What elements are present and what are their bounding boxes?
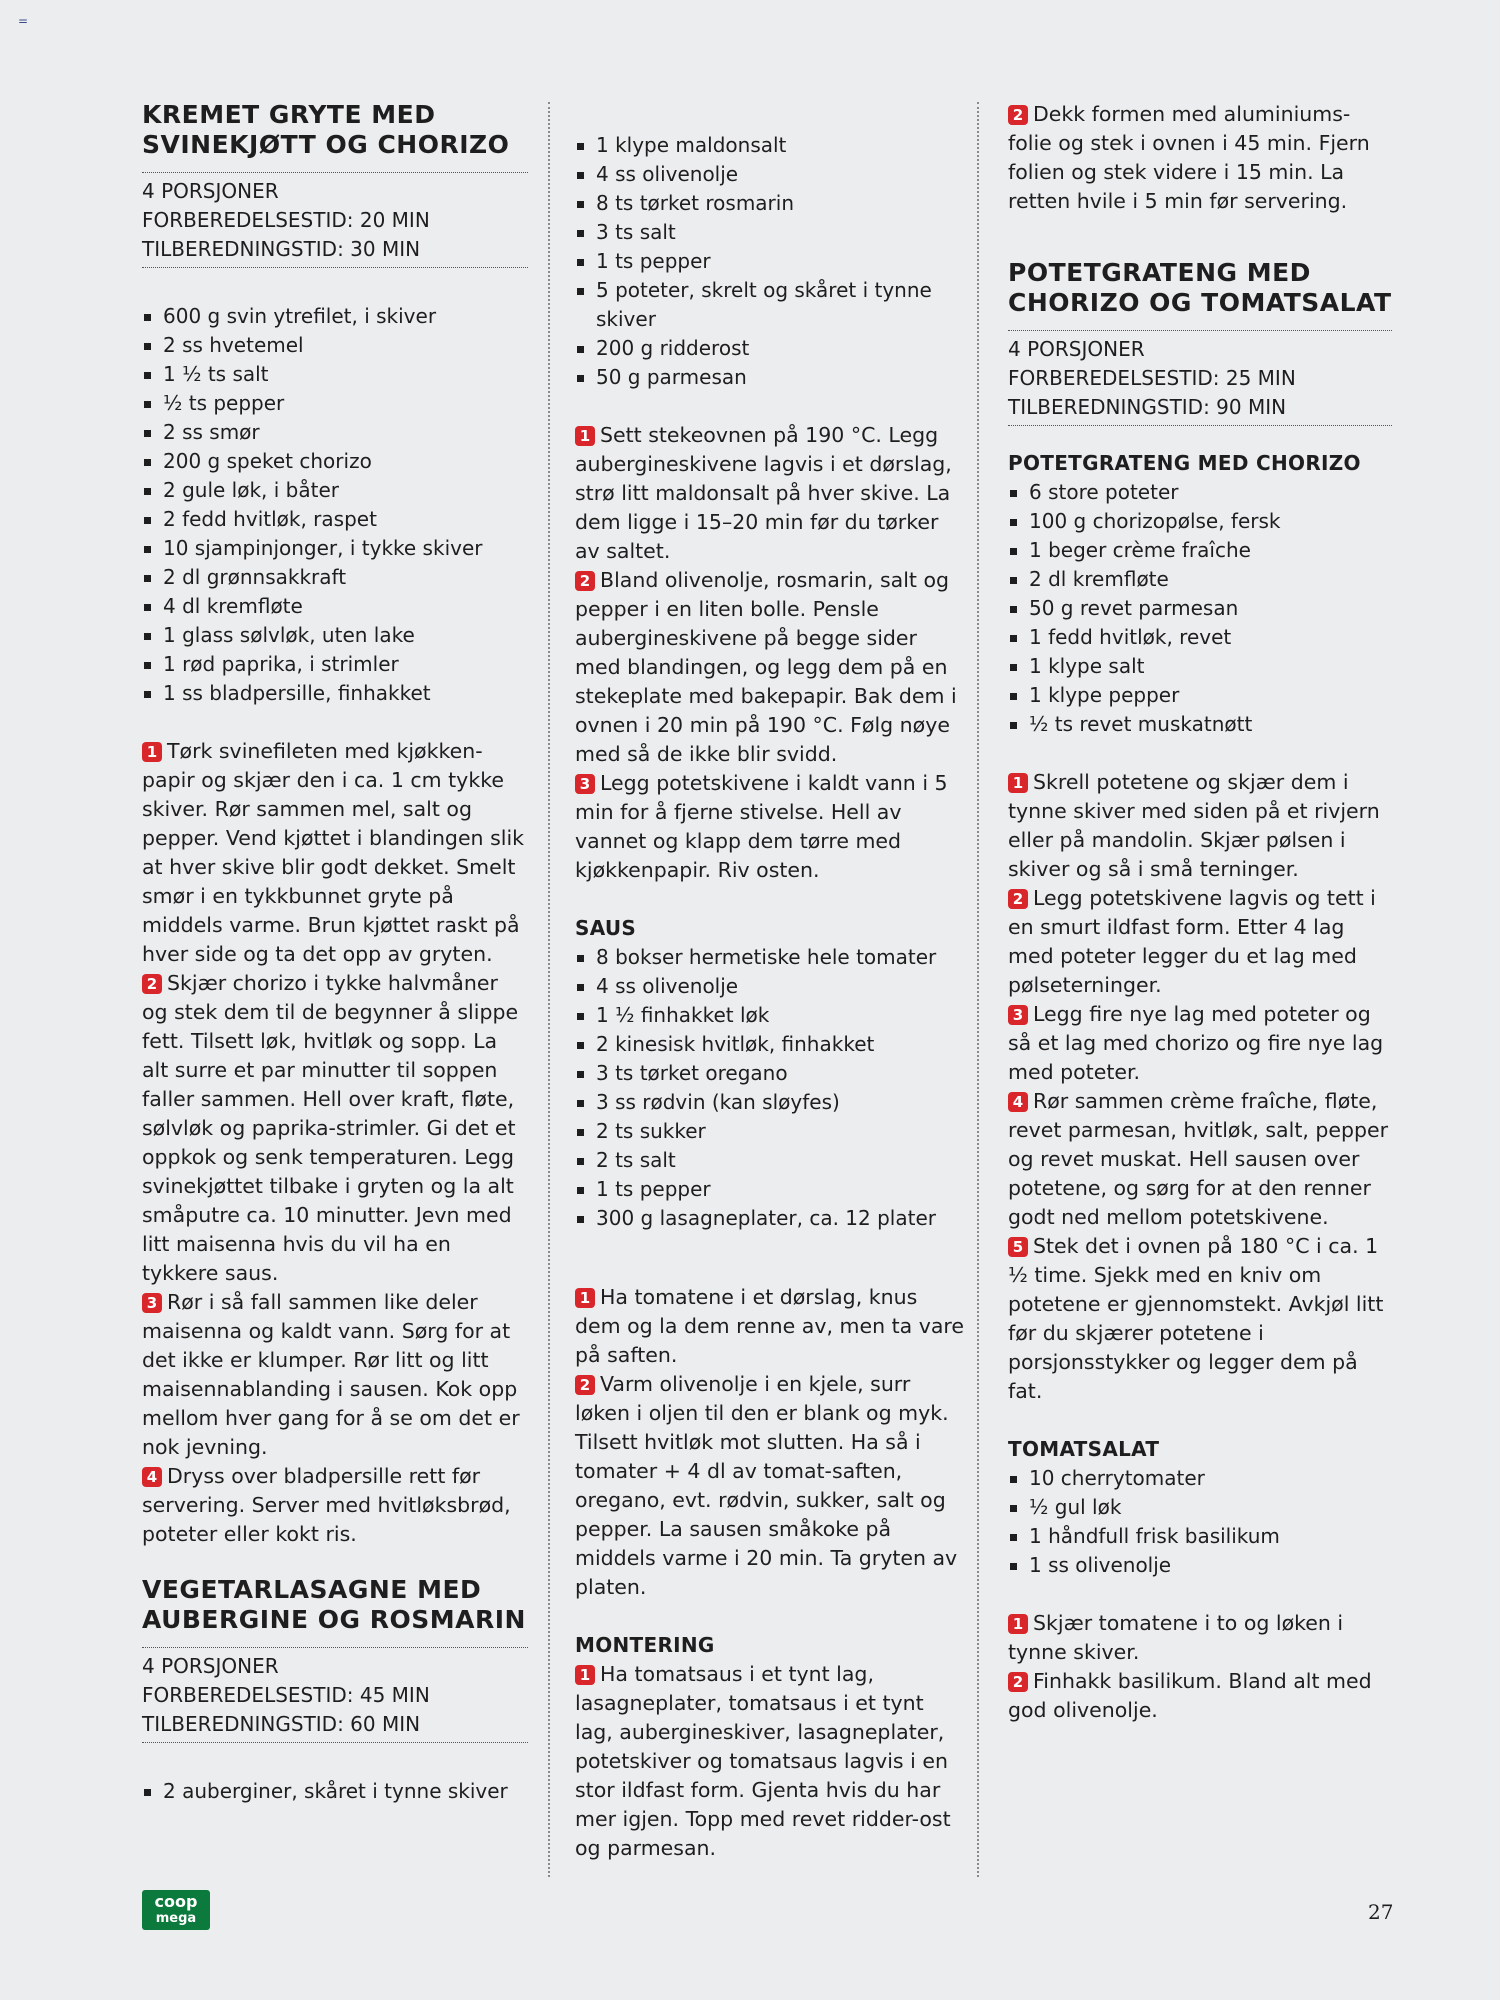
servings: 4 PORSJONER: [142, 1654, 279, 1678]
step-text: Skjær tomatene i to og løken i tynne skiver.: [1008, 1611, 1344, 1664]
step-text: Tørk svinefileten med kjøkken-papir og skjær den i ca. 1 cm tykke skiver. Rør sammen mel, salt og pepper. Vend kjøttet i blandingen slik at hver skive blir godt dekket. Smelt smør i en tykkbunnet gryte på middels varme. Brun kjøttet raskt på hver side og ta det opp av gryten.: [142, 739, 525, 966]
ingredient-item: 200 g ridderost: [575, 334, 967, 363]
servings: 4 PORSJONER: [1008, 337, 1145, 361]
instruction-step: [1008, 1667, 1392, 1725]
ingredient-item: ½ ts revet muskatnøtt: [1008, 710, 1392, 739]
instruction-step: [575, 1283, 967, 1370]
step-number-badge: 4: [142, 1467, 162, 1487]
ingredient-item: 1 håndfull frisk basilikum: [1008, 1522, 1392, 1551]
step-number-badge: 1: [575, 1665, 595, 1685]
ingredient-item: 10 sjampinjonger, i tykke skiver: [142, 534, 528, 563]
sauce-step-list: [575, 1283, 967, 1602]
logo-line-2: mega: [155, 1911, 197, 1926]
ingredient-item: 5 poteter, skrelt og skåret i tynne skiver: [575, 276, 967, 334]
column-divider: [977, 102, 979, 1877]
ingredient-item: 1 beger crème fraîche: [1008, 536, 1392, 565]
step-text: Rør sammen crème fraîche, fløte, revet parmesan, hvitløk, salt, pepper og revet muskat. Hell sausen over potetene, og sørg for at den renner godt ned mellom potetskivene.: [1008, 1089, 1389, 1229]
instruction-step: [1008, 768, 1392, 884]
step-number-badge: 2: [575, 571, 595, 591]
ingredient-item: 1 ½ ts salt: [142, 360, 528, 389]
prep-time: FORBEREDELSESTID: 20 MIN: [142, 208, 430, 232]
step-number-badge: 4: [1008, 1092, 1028, 1112]
step-list: [142, 737, 528, 1549]
instruction-step: [575, 1660, 967, 1863]
step-text: Finhakk basilikum. Bland alt med god olivenolje.: [1008, 1669, 1372, 1722]
step-text: Bland olivenolje, rosmarin, salt og pepper i en liten bolle. Pensle aubergineskivene på begge sider med blandingen, og legg dem på en stekeplate med bakepapir. Bak dem i ovnen i 20 min på 190 °C. Følg nøye med så de ikke blir svidd.: [575, 568, 957, 766]
step-number-badge: 3: [575, 774, 595, 794]
instruction-step: [142, 737, 528, 969]
salad-heading: TOMATSALAT: [1008, 1437, 1160, 1461]
recipe-meta: [142, 172, 528, 268]
step-number-badge: 2: [1008, 1672, 1028, 1692]
recipe-potato-gratin: [1008, 258, 1392, 1725]
ingredient-item: 300 g lasagneplater, ca. 12 plater: [575, 1204, 967, 1233]
gratin-step-list: [1008, 768, 1392, 1406]
ingredient-item: 3 ss rødvin (kan sløyfes): [575, 1088, 967, 1117]
instruction-step: [1008, 1000, 1392, 1087]
ingredient-item: 1 klype salt: [1008, 652, 1392, 681]
ingredient-item: 50 g revet parmesan: [1008, 594, 1392, 623]
step-number-badge: 1: [575, 426, 595, 446]
instruction-step: [575, 769, 967, 885]
step-text: Legg potetskivene lagvis og tett i en smurt ildfast form. Etter 4 lag med poteter legger du et lag med pølseterninger.: [1008, 886, 1376, 997]
gratin-ingredient-list: [1008, 478, 1392, 739]
ingredient-item: 1 fedd hvitløk, revet: [1008, 623, 1392, 652]
ingredient-item: 1 ½ finhakket løk: [575, 1001, 967, 1030]
step-number-badge: 3: [1008, 1005, 1028, 1025]
ingredient-item: 200 g speket chorizo: [142, 447, 528, 476]
recipe-title: POTETGRATENG MED CHORIZO OG TOMATSALAT: [1008, 258, 1392, 317]
step-text: Skjær chorizo i tykke halvmåner og stek dem til de begynner å slippe fett. Tilsett løk, hvitløk og sopp. La alt surre et par minutter til soppen faller sammen. Hell over kraft, fløte, sølvløk og paprika-strimler. Gi det et oppkok og senk temperaturen. Legg svinekjøttet tilbake i gryten og la alt småputre ca. 10 minutter. Jevn med litt maisenna hvis du vil ha en tykkere saus.: [142, 971, 519, 1285]
step-text: Skrell potetene og skjær dem i tynne skiver med siden på et rivjern eller på mandolin. Skjær pølsen i skiver og så i små terninger.: [1008, 770, 1380, 881]
ingredient-item: 4 ss olivenolje: [575, 160, 967, 189]
column-3: [1008, 100, 1392, 1725]
ingredient-list: [142, 302, 528, 708]
step-text: Ha tomatene i et dørslag, knus dem og la dem renne av, men ta vare på saften.: [575, 1285, 964, 1367]
prep-time: FORBEREDELSESTID: 25 MIN: [1008, 366, 1296, 390]
recipe-vegetarian-lasagna: [142, 1575, 528, 1806]
step-text: Rør i så fall sammen like deler maisenna og kaldt vann. Sørg for at det ikke er klumper. Rør litt og litt maisennablanding i sausen. Kok opp mellom hver gang for å se om det er nok jevning.: [142, 1290, 520, 1459]
assembly-step-list-continued: [1008, 100, 1392, 216]
ingredient-item: 2 ss smør: [142, 418, 528, 447]
step-text: Legg fire nye lag med poteter og så et lag med chorizo og fire nye lag med poteter.: [1008, 1002, 1384, 1084]
recipe-title: KREMET GRYTE MED SVINEKJØTT OG CHORIZO: [142, 100, 510, 159]
ingredient-list: [142, 1777, 528, 1806]
ingredient-item: 2 gule løk, i båter: [142, 476, 528, 505]
ingredient-item: 1 glass sølvløk, uten lake: [142, 621, 528, 650]
ingredient-item: 10 cherrytomater: [1008, 1464, 1392, 1493]
ingredient-item: 4 ss olivenolje: [575, 972, 967, 1001]
ingredient-item: 2 dl grønnsakkraft: [142, 563, 528, 592]
step-number-badge: 2: [575, 1375, 595, 1395]
instruction-step: [1008, 100, 1392, 216]
ingredient-item: 2 fedd hvitløk, raspet: [142, 505, 528, 534]
ingredient-item: 1 ts pepper: [575, 1175, 967, 1204]
instruction-step: [142, 969, 528, 1288]
logo-line-1: coop: [154, 1892, 198, 1911]
ingredient-list-continued: [575, 131, 967, 392]
step-number-badge: 1: [1008, 1614, 1028, 1634]
ingredient-item: 1 klype maldonsalt: [575, 131, 967, 160]
column-2: [575, 131, 967, 1863]
step-text: Dryss over bladpersille rett før servering. Server med hvitløksbrød, poteter eller kokt ris.: [142, 1464, 511, 1546]
ingredient-item: 2 dl kremfløte: [1008, 565, 1392, 594]
ingredient-item: ½ gul løk: [1008, 1493, 1392, 1522]
ingredient-item: ½ ts pepper: [142, 389, 528, 418]
instruction-step: [142, 1462, 528, 1549]
ingredient-item: 3 ts salt: [575, 218, 967, 247]
step-text: Varm olivenolje i en kjele, surr løken i oljen til den er blank og myk. Tilsett hvitløk mot slutten. Ha så i tomater + 4 dl av tomat-saften, oregano, evt. rødvin, sukker, salt og pepper. La sausen småkoke på middels varme i 20 min. Ta gryten av platen.: [575, 1372, 958, 1599]
instruction-step: [575, 566, 967, 769]
cook-time: TILBEREDNINGSTID: 90 MIN: [1008, 395, 1287, 419]
step-number-badge: 1: [142, 742, 162, 762]
ingredient-item: 6 store poteter: [1008, 478, 1392, 507]
recipe-pork-stew: [142, 100, 528, 1549]
step-text: Dekk formen med aluminiums-folie og stek i ovnen i 45 min. Fjern folien og stek videre i 15 min. La retten hvile i 5 min før servering.: [1008, 102, 1370, 213]
step-number-badge: 1: [1008, 773, 1028, 793]
gratin-heading: POTETGRATENG MED CHORIZO: [1008, 451, 1361, 475]
cook-time: TILBEREDNINGSTID: 60 MIN: [142, 1712, 421, 1736]
step-number-badge: 2: [1008, 105, 1028, 125]
servings: 4 PORSJONER: [142, 179, 279, 203]
prep-time: FORBEREDELSESTID: 45 MIN: [142, 1683, 430, 1707]
step-text: Stek det i ovnen på 180 °C i ca. 1 ½ time. Sjekk med en kniv om potetene er gjennomstekt. Avkjøl litt før du skjærer potetene i porsjonsstykker og legger dem på fat.: [1008, 1234, 1384, 1403]
ingredient-item: 2 ts sukker: [575, 1117, 967, 1146]
salad-ingredient-list: [1008, 1464, 1392, 1580]
page-corner-mark: =: [18, 14, 29, 28]
ingredient-item: 100 g chorizopølse, fersk: [1008, 507, 1392, 536]
assembly-step-list: [575, 1660, 967, 1863]
ingredient-item: 1 ts pepper: [575, 247, 967, 276]
instruction-step: [142, 1288, 528, 1462]
recipe-title: VEGETARLASAGNE MED AUBERGINE OG ROSMARIN: [142, 1575, 526, 1634]
step-number-badge: 1: [575, 1288, 595, 1308]
assembly-heading: MONTERING: [575, 1633, 715, 1657]
salad-step-list: [1008, 1609, 1392, 1725]
step-text: Legg potetskivene i kaldt vann i 5 min for å fjerne stivelse. Hell av vannet og klapp dem tørre med kjøkkenpapir. Riv osten.: [575, 771, 948, 882]
ingredient-item: 2 auberginer, skåret i tynne skiver: [142, 1777, 528, 1806]
ingredient-item: 1 ss olivenolje: [1008, 1551, 1392, 1580]
ingredient-item: 3 ts tørket oregano: [575, 1059, 967, 1088]
column-1: [142, 100, 528, 1806]
sauce-heading: SAUS: [575, 916, 637, 940]
step-number-badge: 2: [1008, 889, 1028, 909]
instruction-step: [1008, 1232, 1392, 1406]
ingredient-item: 600 g svin ytrefilet, i skiver: [142, 302, 528, 331]
instruction-step: [575, 1370, 967, 1602]
step-list: [575, 421, 967, 885]
coop-mega-logo: [142, 1890, 210, 1930]
instruction-step: [1008, 884, 1392, 1000]
step-number-badge: 3: [142, 1293, 162, 1313]
cook-time: TILBEREDNINGSTID: 30 MIN: [142, 237, 421, 261]
recipe-meta: [1008, 330, 1392, 426]
column-divider: [548, 102, 550, 1877]
step-text: Ha tomatsaus i et tynt lag, lasagneplater, tomatsaus i et tynt lag, aubergineskiver, lasagneplater, potetskiver og tomatsaus lagvis i en stor ildfast form. Gjenta hvis du har mer igjen. Topp med revet ridder-ost og parmesan.: [575, 1662, 951, 1860]
ingredient-item: 2 kinesisk hvitløk, finhakket: [575, 1030, 967, 1059]
step-number-badge: 5: [1008, 1237, 1028, 1257]
instruction-step: [1008, 1087, 1392, 1232]
ingredient-item: 1 rød paprika, i strimler: [142, 650, 528, 679]
ingredient-item: 2 ss hvetemel: [142, 331, 528, 360]
sauce-ingredient-list: [575, 943, 967, 1233]
ingredient-item: 2 ts salt: [575, 1146, 967, 1175]
instruction-step: [1008, 1609, 1392, 1667]
ingredient-item: 8 bokser hermetiske hele tomater: [575, 943, 967, 972]
ingredient-item: 1 klype pepper: [1008, 681, 1392, 710]
ingredient-item: 4 dl kremfløte: [142, 592, 528, 621]
step-number-badge: 2: [142, 974, 162, 994]
ingredient-item: 50 g parmesan: [575, 363, 967, 392]
ingredient-item: 8 ts tørket rosmarin: [575, 189, 967, 218]
step-text: Sett stekeovnen på 190 °C. Legg aubergineskivene lagvis i et dørslag, strø litt maldonsalt på hver skive. La dem ligge i 15–20 min før du tørker av saltet.: [575, 423, 952, 563]
page-number: 27: [1368, 1900, 1394, 1924]
instruction-step: [575, 421, 967, 566]
recipe-meta: [142, 1647, 528, 1743]
ingredient-item: 1 ss bladpersille, finhakket: [142, 679, 528, 708]
